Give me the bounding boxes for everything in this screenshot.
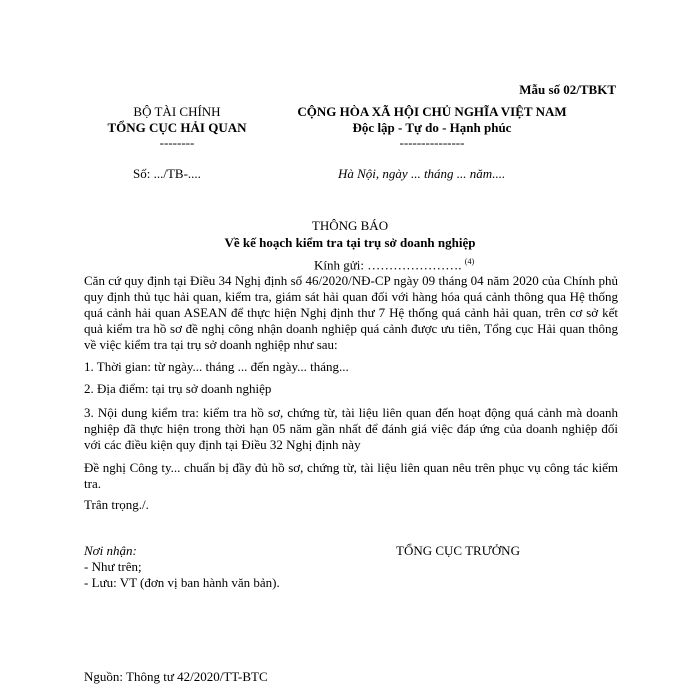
recipient-line [314,257,474,273]
closing-text: Trân trọng./. [84,497,149,512]
recipients-line-2: - Lưu: VT (đơn vị ban hành văn bản). [84,575,280,590]
header-left [72,104,282,150]
header-left-divider: -------- [159,135,195,150]
document-number: Số: .../TB-.... [133,166,201,181]
item-content: 3. Nội dung kiểm tra: kiểm tra hồ sơ, chứng từ, tài liệu liên quan đến hoạt động quá cảnh mà doanh nghiệp đã thực hiện trong thời hạn 05 năm gần nhất để đánh giá việc đáp ứng của doanh nghiệp đối với các điều kiện quy định tại Điều 32 Nghị định này [84,405,618,452]
notice-title: THÔNG BÁO [311,218,389,233]
recipients-block [84,543,280,591]
country-name: CỘNG HÒA XÃ HỘI CHỦ NGHĨA VIỆT NAM [297,104,567,119]
header-right-divider: --------------- [399,135,465,150]
recipients-label: Nơi nhận: [84,543,137,558]
form-code: Mẫu số 02/TBKT [519,82,616,97]
item-time: 1. Thời gian: từ ngày... tháng ... đến ngày... tháng... [84,359,349,374]
place-date: Hà Nội, ngày ... tháng ... năm.... [338,166,506,181]
intro-paragraph: Căn cứ quy định tại Điều 34 Nghị định số 46/2020/NĐ-CP ngày 09 tháng 04 năm 2020 của Chính phủ quy định thủ tục hải quan, kiểm tra, giám sát hải quan đối với hàng hóa quá cảnh thông qua Hệ thống quá cảnh hải quan ASEAN để thực hiện Nghị định thư 7 Hệ thống quá cảnh hải quan, trên cơ sở kết quả kiểm tra hồ sơ đề nghị công nhận doanh nghiệp quá cảnh được ưu tiên, Tổng cục Hải quan thông về việc kiểm tra tại trụ sở doanh nghiệp như sau: [84,273,618,352]
source-note: Nguồn: Thông tư 42/2020/TT-BTC [84,669,268,684]
recipient-label: Kính gửi: …………………. [314,257,462,273]
national-motto: Độc lập - Tự do - Hạnh phúc [352,120,512,135]
notice-subtitle: Về kế hoạch kiểm tra tại trụ sở doanh nghiệp [224,235,476,250]
department-name: TỔNG CỤC HẢI QUAN [107,120,247,135]
item-location: 2. Địa điểm: tại trụ sở doanh nghiệp [84,381,272,396]
recipient-note: (4) [464,257,475,266]
header-right [262,104,602,150]
signer-title: TỔNG CỤC TRƯỞNG [396,543,520,558]
recipients-line-1: - Như trên; [84,559,142,574]
request-paragraph: Đề nghị Công ty... chuẩn bị đầy đủ hồ sơ, chứng từ, tài liệu liên quan nêu trên phục vụ công tác kiểm tra. [84,460,618,491]
ministry-name: BỘ TÀI CHÍNH [133,104,221,119]
